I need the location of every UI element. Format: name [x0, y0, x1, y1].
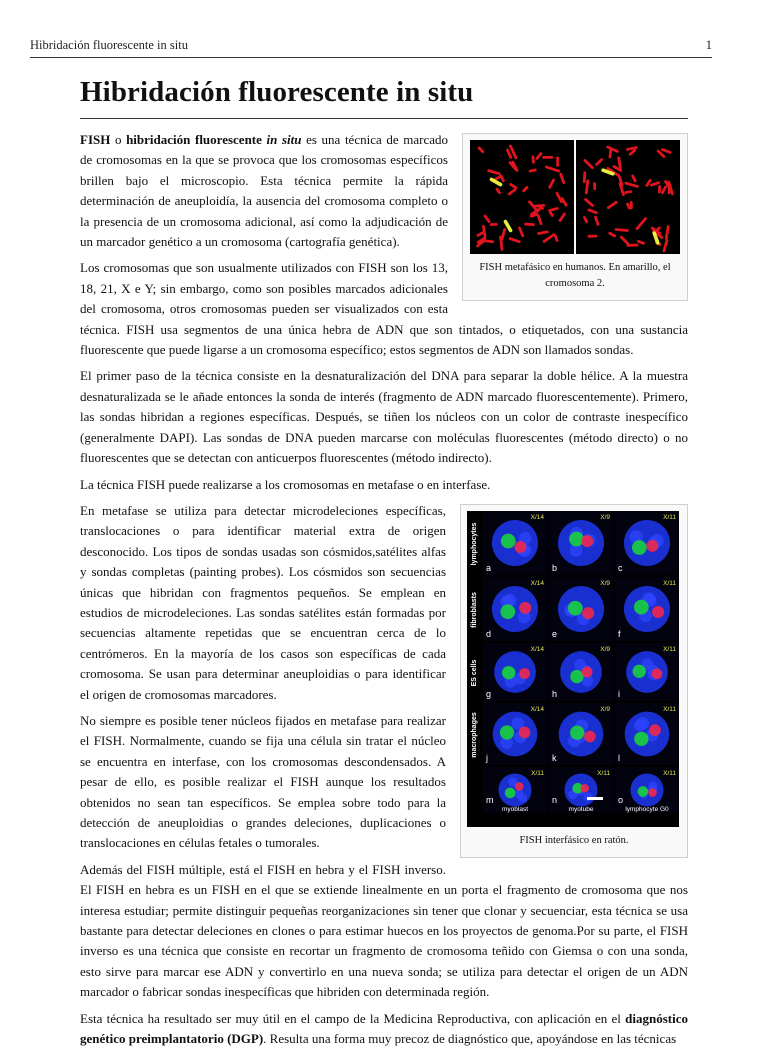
chromosome — [542, 156, 553, 159]
panel-letter: a — [486, 562, 492, 573]
probe-signal-red — [519, 602, 531, 614]
probe-signal-green — [634, 600, 649, 615]
chromosome — [531, 155, 534, 164]
chromosome — [556, 156, 559, 166]
nucleus-region — [518, 793, 527, 802]
probe-signal-red — [649, 724, 661, 736]
row-label: macrophages — [471, 712, 478, 758]
probe-label: X/11 — [663, 705, 676, 713]
probe-signal-red — [646, 540, 658, 552]
paragraph-metaphase: En metafase se utiliza para detectar microdeleciones específicas, translocaciones o para identificar material extra de origen desconocido. Los tipos de sondas usadas son cósmidos,satélites alfas y sondas completas (painting probes). Los cósmidos son secuencias únicas que hibridan con fragmentos pequeños. Se emplean en estudios de microdeleciones. Las sondas satélites están formadas por secuencias altamente repetidas que se encuentran cerca de lo centrómeros. En la mayoría de los casos son específicas de cada cromosoma. Se usan para determinar aneuploidias o para identificar el origen de cromosomas marcadores. — [80, 502, 446, 702]
running-header — [30, 36, 712, 56]
paragraph-reproductive: Esta técnica ha resultado ser muy útil en el campo de la Medicina Reproductiva, con aplicación en el diagnóstico genético preimplantatorio (DGP). Resulta una forma muy precoz de diagnóstico que, apoyándose en las técnicas — [80, 1010, 688, 1047]
figure-interphase — [460, 504, 688, 858]
probe-label: X/11 — [663, 579, 676, 587]
probe-label: X/11 — [663, 645, 676, 653]
paragraph-phases: La técnica FISH puede realizarse a los cromosomas en metafase o en interfase. — [80, 476, 491, 492]
term-dgp: diagnóstico genético preimplantatorio (DGP) — [80, 1010, 688, 1047]
probe-signal-red — [514, 541, 526, 553]
probe-signal-green — [570, 725, 584, 739]
scale-bar — [587, 797, 603, 800]
row-label: lymphocytes — [471, 522, 478, 566]
probe-label: X/14 — [530, 513, 544, 521]
page-number: 1 — [705, 38, 712, 52]
probe-signal-red — [652, 668, 663, 679]
probe-signal-green — [502, 666, 515, 679]
probe-signal-red — [581, 535, 593, 547]
probe-signal-red — [519, 727, 531, 739]
paragraph-procedure: El primer paso de la técnica consiste en la desnaturalización del DNA para separar la doble hélice. A la muestra desnaturalizada se le añade entonces la sonda de interés (fragmento de ADN marcado fluorescentemente). Primero, las sondas hibridan a regiones específicas. Después, se tiñen los núcleos con un color de contraste inespecífico (generalmente DAPI). Las sondas de DNA pueden marcarse con moléculas fluorescentes (método directo) o no fluorescentes que se detectan con anticuerpos fluorescentes (método indirecto). — [80, 368, 688, 466]
probe-signal-green — [500, 725, 514, 739]
header-rule — [30, 57, 712, 58]
title-rule — [80, 118, 688, 119]
figure-interphase-caption: FISH interfásico en ratón. — [519, 834, 629, 846]
panel-letter: j — [486, 752, 488, 763]
probe-label: X/9 — [600, 645, 610, 653]
row-label: ES cells — [471, 659, 478, 687]
probe-label: X/11 — [531, 769, 544, 777]
probe-signal-red — [519, 668, 530, 679]
cell-type-label: myotube — [568, 805, 594, 813]
paragraph-fish-variants: Además del FISH múltiple, está el FISH en hebra y el FISH inverso. El FISH en hebra es un FISH en el que se extiende linealmente en un porta el fragmento de cromosoma que nos interesa estudiar; permite distinguir pequeñas reorganizaciones sin tener que clonar y secuenciar, esta técnica se usa bastante para detectar deleciones en clones o para estimar huecos en los proyectos de genoma.Por su parte, el FISH inverso es una técnica que consiste en recortar un fragmento de cromosoma teñido con Giemsa o con una sonda, esto sirve para marcar ese ADN y convertirlo en una nueva sonda; se utiliza para detectar el origen de un ADN marcador o fabricar sondas inespecíficas que hibriden con determinada región. — [80, 861, 688, 1000]
cell-type-label: lymphocyte G0 — [625, 805, 669, 813]
probe-signal-green — [500, 604, 515, 619]
probe-label: X/14 — [530, 705, 544, 713]
panel-letter: o — [618, 794, 624, 805]
probe-label: X/14 — [530, 579, 544, 587]
probe-signal-green — [632, 540, 647, 555]
metaphase-image-right — [576, 140, 680, 254]
probe-label: X/11 — [663, 513, 676, 521]
panel-letter: h — [552, 688, 558, 699]
panel-letter: d — [486, 628, 492, 639]
interphase-image-grid — [467, 511, 679, 827]
panel-letter: c — [618, 562, 623, 573]
cell-type-label: myoblast — [501, 805, 529, 813]
probe-label: X/9 — [600, 579, 610, 587]
probe-signal-green — [505, 788, 516, 799]
row-label: fibroblasts — [471, 592, 478, 628]
probe-signal-red — [582, 607, 594, 619]
paragraph-interphase: No siempre es posible tener núcleos fijados en metafase para realizar el FISH. Normalmente, cuando se fija una célula sin tratar el núcleo se encuentra en interfase, con los cromosomas descondensados. A pesar de ello, es posible realizar el FISH aunque los resultados obtenidos no sean tan específicos. Se emplea sobre todo para la detección de aneuploidias o grandes deleciones, duplicaciones o translocaciones en células fetales o tumorales. — [80, 712, 446, 851]
probe-signal-red — [648, 788, 657, 797]
probe-label: X/9 — [600, 705, 610, 713]
chromosome — [658, 185, 661, 193]
probe-label: X/14 — [530, 645, 544, 653]
probe-signal-red — [584, 731, 596, 743]
article-body — [80, 130, 688, 1055]
chromosome — [490, 223, 498, 226]
probe-label: X/9 — [600, 513, 610, 521]
probe-signal-green — [570, 670, 583, 683]
chromosome — [593, 182, 596, 190]
panel-letter: e — [552, 628, 558, 639]
panel-letter: m — [486, 794, 494, 805]
probe-signal-green — [568, 601, 583, 616]
panel-letter: g — [486, 688, 492, 699]
probe-signal-red — [580, 784, 589, 793]
panel-letter: k — [552, 752, 557, 763]
panel-letter: n — [552, 794, 558, 805]
probe-label: X/11 — [597, 769, 610, 777]
probe-label: X/11 — [663, 769, 676, 777]
paragraph-intro: FISH o hibridación fluorescente in situ es una técnica de marcado de cromosomas en la que se provoca que los cromosomas específicos brillen bajo el microscopio. Esta técnica permite la rápida determinación de aneuploidía, la ausencia del cromosoma completo o la presencia de un cromosoma adicional, así como la adjudicación de un marcador genético a un cromosoma (cartografía genética). — [80, 132, 449, 250]
figure-metaphase-caption: FISH metafásico en humanos. En amarillo, el cromosoma 2. — [479, 262, 671, 289]
term-fish: FISH — [80, 132, 111, 147]
panel-letter: f — [618, 628, 621, 639]
panel-letter: i — [618, 688, 620, 699]
probe-signal-red — [582, 667, 593, 678]
metaphase-image-left — [470, 140, 574, 254]
probe-signal-green — [501, 534, 516, 549]
probe-signal-red — [515, 782, 524, 791]
panel-letter: b — [552, 562, 558, 573]
running-title: Hibridación fluorescente in situ — [30, 38, 188, 52]
probe-signal-green — [638, 786, 649, 797]
figure-metaphase — [462, 133, 688, 301]
article-title: Hibridación fluorescente in situ — [80, 76, 474, 108]
term-hibridacion: hibridación fluorescente in situ — [126, 132, 302, 147]
panel-letter: l — [618, 752, 620, 763]
probe-signal-green — [633, 665, 646, 678]
chromosome — [588, 235, 598, 238]
paragraph-chromosomes: Los cromosomas que son usualmente utilizados con FISH son los 13, 18, 21, X e Y; sin embargo, como son posibles marcados adicionales del cromosoma, otros cromosomas pueden ser visualizados con esta técnica. FISH usa segmentos de una única hebra de ADN que son tintados, o etiquetados, con una sustancia fluorescente que puede ligarse a un cromosoma específico; estos segmentos de ADN son llamados sondas. — [80, 260, 688, 358]
probe-signal-green — [634, 732, 648, 746]
nucleus-region — [634, 719, 646, 731]
probe-signal-red — [652, 606, 664, 618]
